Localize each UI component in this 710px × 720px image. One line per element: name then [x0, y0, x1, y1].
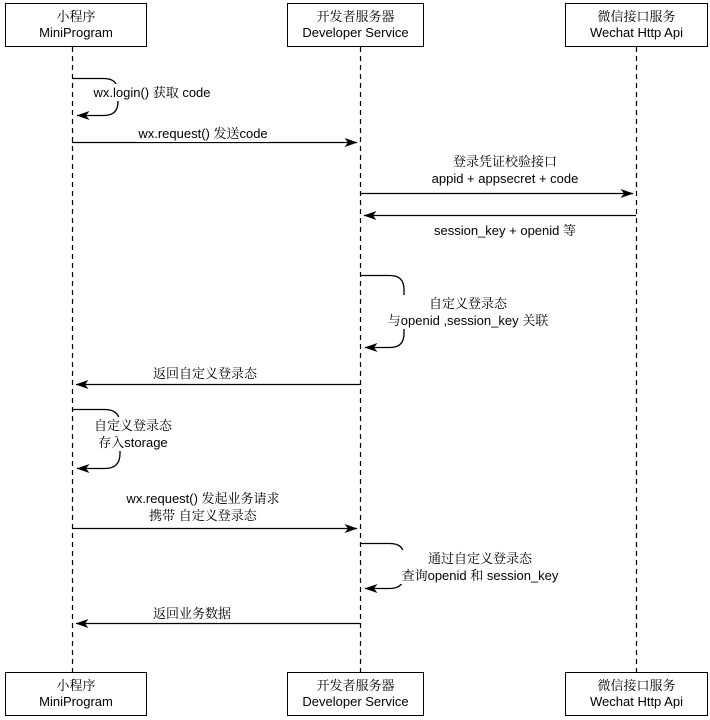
message-label-return-login-state — [151, 365, 259, 382]
actor-name-en: MiniProgram — [39, 25, 113, 40]
message-label-query-openid — [400, 550, 561, 584]
actor-name-zh: 开发者服务器 — [316, 9, 395, 24]
message-line: 自定义登录态 — [428, 296, 508, 311]
message-label-custom-login-state — [386, 295, 550, 329]
actor-box-bottom-wechat-api — [565, 672, 708, 716]
message-label-session-key-return — [432, 222, 578, 239]
actor-box-top-wechat-api — [565, 3, 708, 47]
actor-name-en: Wechat Http Api — [590, 25, 683, 40]
actor-name-zh: 小程序 — [56, 9, 96, 24]
message-line: wx.request() 发送code — [138, 126, 268, 141]
message-line: 与openid ,session_key 关联 — [387, 313, 549, 328]
message-line: 查询openid 和 session_key — [401, 568, 559, 583]
message-line: 存入storage — [98, 435, 168, 450]
message-line: 登录凭证校验接口 — [452, 154, 558, 169]
actor-box-bottom-developer-service — [287, 672, 424, 716]
message-label-code2session — [430, 153, 581, 187]
message-line: 返回自定义登录态 — [152, 366, 258, 381]
message-line: 通过自定义登录态 — [427, 551, 532, 566]
actor-box-bottom-miniprogram — [5, 672, 147, 716]
actor-name-zh: 开发者服务器 — [316, 678, 395, 693]
message-label-send-code — [136, 125, 269, 142]
message-label-business-request — [124, 490, 281, 524]
message-line: 自定义登录态 — [93, 418, 173, 433]
actor-name-en: Developer Service — [302, 694, 409, 709]
actor-name-en: Wechat Http Api — [590, 694, 683, 709]
actor-name-zh: 微信接口服务 — [597, 9, 676, 24]
message-line: wx.login() 获取 code — [93, 85, 211, 100]
message-label-store-storage — [92, 417, 174, 451]
self-loop-query-openid — [361, 544, 405, 589]
actor-name-en: MiniProgram — [39, 694, 113, 709]
actor-box-top-developer-service — [287, 3, 424, 47]
actor-box-top-miniprogram — [5, 3, 147, 47]
message-line: 携带 自定义登录态 — [149, 508, 257, 523]
actor-name-en: Developer Service — [302, 25, 409, 40]
message-line: wx.request() 发起业务请求 — [126, 491, 280, 506]
message-line: appid + appsecret + code — [431, 171, 579, 186]
actor-name-zh: 小程序 — [56, 678, 96, 693]
message-line: 返回业务数据 — [152, 606, 232, 621]
message-label-wx-login — [91, 84, 212, 101]
message-line: session_key + openid 等 — [433, 223, 577, 238]
actor-name-zh: 微信接口服务 — [597, 678, 676, 693]
message-label-return-business-data — [151, 605, 233, 622]
